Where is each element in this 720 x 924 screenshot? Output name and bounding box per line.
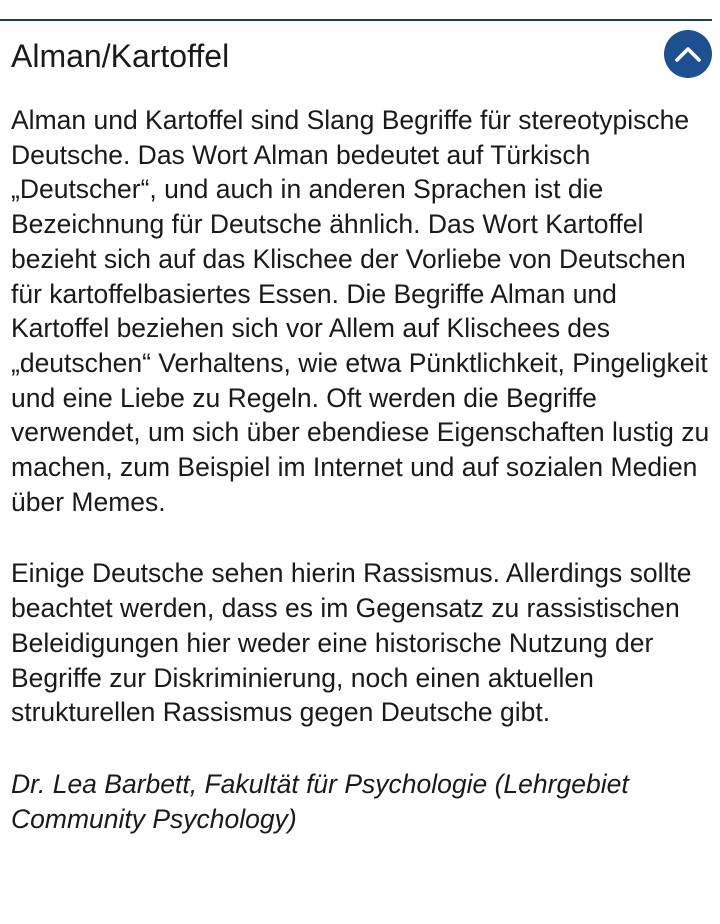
section-divider (0, 19, 712, 21)
paragraph-definition: Alman und Kartoffel sind Slang Begriffe für stereotypische Deutsche. Das Wort Alman bedeutet auf Türkisch „Deutscher“, und auch in anderen Sprachen ist die Bezeichnung für Deutsche ähnlich. Das Wort Kartoffel bezieht sich auf das Klischee der Vorliebe von Deutschen für kartoffelbasiertes Essen. Die Begriffe Alman und Kartoffel beziehen sich vor Allem auf Klischees des „deutschen“ Verhaltens, wie etwa Pünktlichkeit, Pingeligkeit und eine Liebe zu Regeln. Oft werden die Begriffe verwendet, um sich über ebendiese Eigenschaften lustig zu machen, zum Beispiel im Internet und auf sozialen Medien über Memes. (11, 105, 710, 517)
chevron-up-icon (674, 45, 702, 63)
accordion-header[interactable] (11, 30, 711, 86)
paragraph-racism-note: Einige Deutsche sehen hierin Rassismus. Allerdings sollte beachtet werden, dass es im Gegensatz zu rassistischen Beleidigungen hier weder eine historische Nutzung der Begriffe zur Diskriminierung, noch einen aktuellen strukturellen Rassismus gegen Deutsche gibt. (11, 558, 692, 728)
collapse-toggle-button[interactable] (664, 30, 712, 78)
accordion-content (11, 103, 716, 836)
author-attribution: Dr. Lea Barbett, Fakultät für Psychologie (Lehrgebiet Community Psychology) (11, 768, 629, 834)
section-title: Alman/Kartoffel (11, 38, 230, 74)
